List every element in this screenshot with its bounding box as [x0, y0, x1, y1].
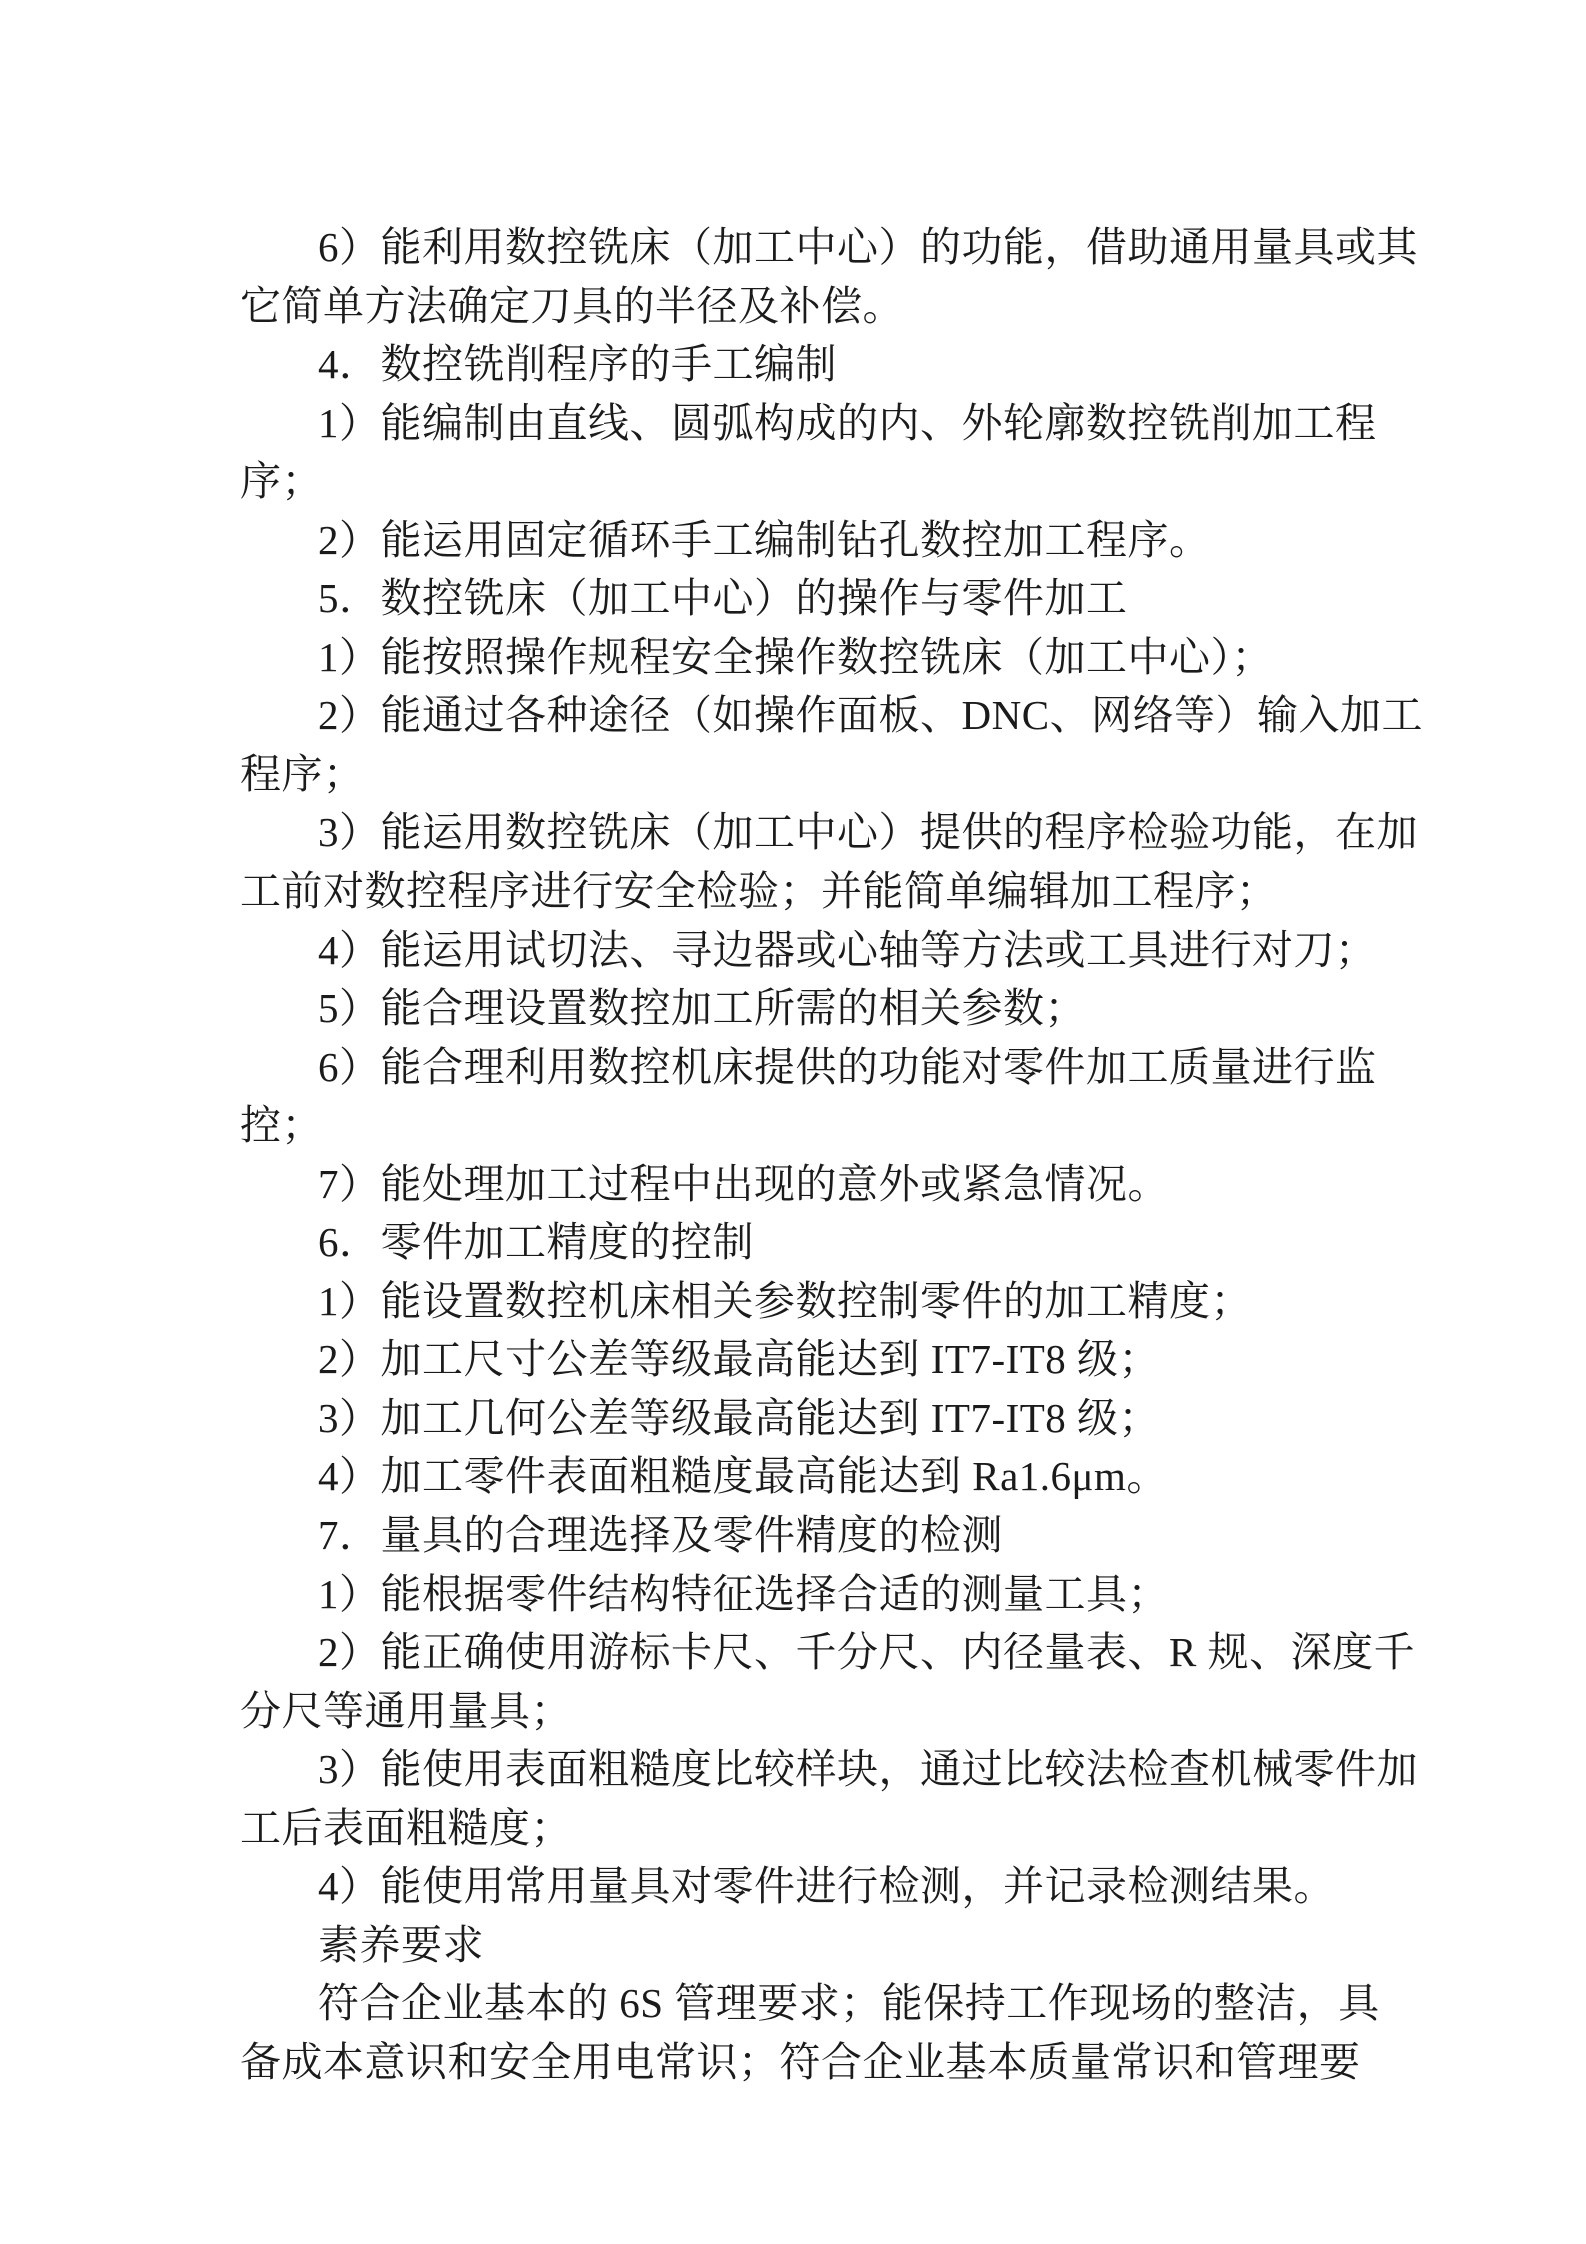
- text-line: 2）能通过各种途径（如操作面板、DNC、网络等）输入加工: [318, 692, 1424, 739]
- text-line: 分尺等通用量具；: [240, 1687, 572, 1734]
- text-line: 6．零件加工精度的控制: [318, 1219, 754, 1266]
- text-line: 1）能编制由直线、圆弧构成的内、外轮廓数控铣削加工程: [318, 399, 1377, 446]
- text-line: 4）加工零件表面粗糙度最高能达到 Ra1.6μm。: [318, 1453, 1168, 1500]
- text-line: 1）能设置数控机床相关参数控制零件的加工精度；: [318, 1277, 1252, 1324]
- text-line: 2）能运用固定循环手工编制钻孔数控加工程序。: [318, 516, 1211, 563]
- text-line: 1）能按照操作规程安全操作数控铣床（加工中心）；: [318, 633, 1273, 680]
- text-line: 它简单方法确定刀具的半径及补偿。: [240, 282, 904, 329]
- text-line: 备成本意识和安全用电常识；符合企业基本质量常识和管理要: [240, 2038, 1361, 2085]
- text-line: 6）能合理利用数控机床提供的功能对零件加工质量进行监: [318, 1043, 1377, 1090]
- text-line: 2）加工尺寸公差等级最高能达到 IT7-IT8 级；: [318, 1336, 1161, 1383]
- text-line: 序；: [240, 458, 323, 505]
- text-line: 1）能根据零件结构特征选择合适的测量工具；: [318, 1570, 1169, 1617]
- text-line: 4）能运用试切法、寻边器或心轴等方法或工具进行对刀；: [318, 926, 1377, 973]
- text-line: 4．数控铣削程序的手工编制: [318, 341, 837, 388]
- text-line: 2）能正确使用游标卡尺、千分尺、内径量表、R 规、深度千: [318, 1629, 1416, 1676]
- text-line: 素养要求: [318, 1921, 484, 1968]
- text-line: 3）能使用表面粗糙度比较样块，通过比较法检查机械零件加: [318, 1746, 1418, 1793]
- text-line: 7）能处理加工过程中出现的意外或紧急情况。: [318, 1160, 1169, 1207]
- document-text-block: [240, 218, 1424, 2092]
- text-line: 4）能使用常用量具对零件进行检测，并记录检测结果。: [318, 1863, 1335, 1910]
- text-line: 工前对数控程序进行安全检验；并能简单编辑加工程序；: [240, 868, 1278, 915]
- text-line: 5．数控铣床（加工中心）的操作与零件加工: [318, 575, 1128, 622]
- text-line: 符合企业基本的 6S 管理要求；能保持工作现场的整洁，具: [318, 1980, 1380, 2027]
- text-line: 工后表面粗糙度；: [240, 1804, 572, 1851]
- text-line: 控；: [240, 1102, 323, 1149]
- text-line: 3）加工几何公差等级最高能达到 IT7-IT8 级；: [318, 1394, 1161, 1441]
- text-line: 7．量具的合理选择及零件精度的检测: [318, 1512, 1003, 1559]
- text-line: 5）能合理设置数控加工所需的相关参数；: [318, 985, 1086, 1032]
- text-line: 6）能利用数控铣床（加工中心）的功能，借助通用量具或其: [318, 224, 1418, 270]
- text-line: 程序；: [240, 750, 365, 797]
- text-line: 3）能运用数控铣床（加工中心）提供的程序检验功能，在加: [318, 809, 1418, 856]
